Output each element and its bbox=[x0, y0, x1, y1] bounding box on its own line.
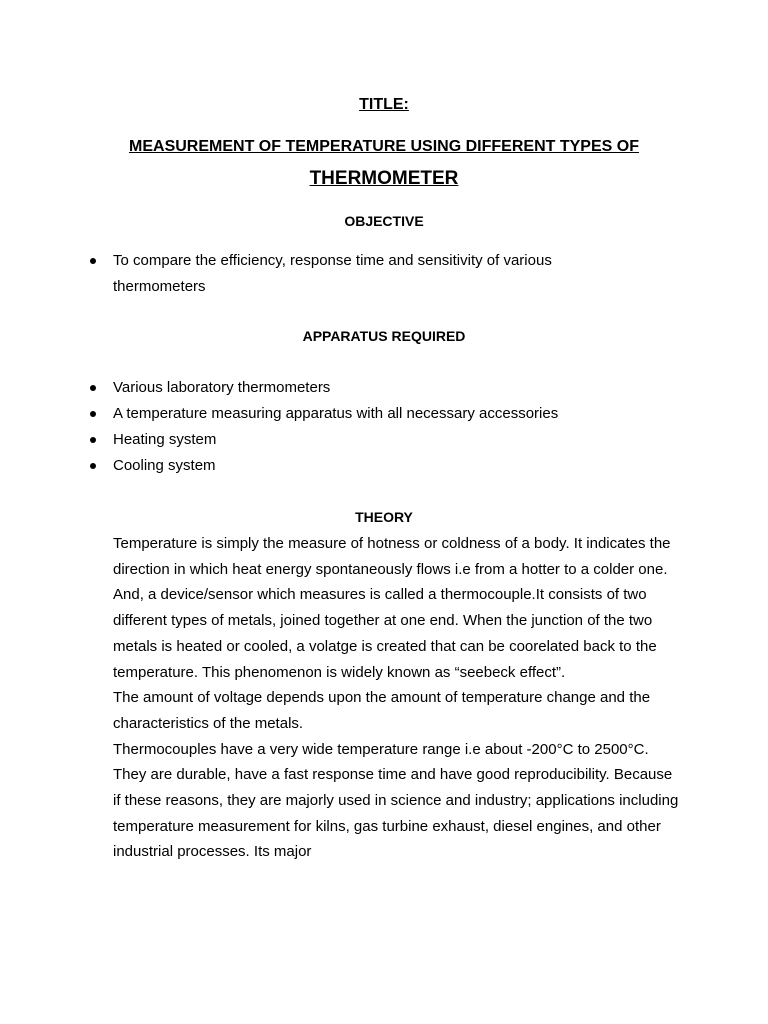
objective-heading: OBJECTIVE bbox=[344, 213, 424, 229]
bullet-icon bbox=[90, 437, 96, 443]
objective-list bbox=[0, 248, 768, 300]
theory-body bbox=[113, 531, 681, 865]
theory-heading: THEORY bbox=[355, 509, 413, 525]
bullet-icon bbox=[90, 258, 96, 264]
list-item-text: Heating system bbox=[113, 431, 217, 448]
list-item-text: A temperature measuring apparatus with all necessary accessories bbox=[113, 405, 559, 422]
list-item bbox=[0, 427, 603, 453]
list-item bbox=[0, 375, 603, 401]
list-item bbox=[0, 453, 603, 479]
list-item bbox=[0, 401, 603, 427]
bullet-icon bbox=[90, 411, 96, 417]
list-item bbox=[0, 248, 603, 300]
theory-paragraph: Temperature is simply the measure of hotness or coldness of a body. It indicates the direction in which heat energy spontaneously flows i.e from a hotter to a colder one. And, a device/sensor which measures is called a thermocouple.It consists of two different types of metals, joined together at one end. When the junction of the two metals is heated or cooled, a volatge is created that can be coorelated back to the temperature. This phenomenon is widely known as “seebeck effect”. bbox=[113, 535, 671, 681]
title-line-2: THERMOMETER bbox=[309, 168, 459, 189]
list-item-text: To compare the efficiency, response time and sensitivity of various thermometers bbox=[113, 252, 552, 295]
title-label: TITLE: bbox=[359, 96, 409, 113]
theory-paragraph: The amount of voltage depends upon the amount of temperature change and the characteristics of the metals. bbox=[113, 689, 651, 732]
title-line-1: MEASUREMENT OF TEMPERATURE USING DIFFERENT TYPES OF bbox=[129, 138, 639, 155]
theory-paragraph: Thermocouples have a very wide temperature range i.e about -200°C to 2500°C. They are durable, have a fast response time and have good reproducibility. Because if these reasons, they are majorly used in science and industry; applications including temperature measurement for kilns, gas turbine exhaust, diesel engines, and other industrial processes. Its major bbox=[113, 740, 679, 861]
bullet-icon bbox=[90, 463, 96, 469]
list-item-text: Various laboratory thermometers bbox=[113, 379, 331, 396]
list-item-text: Cooling system bbox=[113, 457, 216, 474]
apparatus-list bbox=[0, 375, 768, 479]
bullet-icon bbox=[90, 385, 96, 391]
apparatus-heading: APPARATUS REQUIRED bbox=[302, 328, 466, 344]
